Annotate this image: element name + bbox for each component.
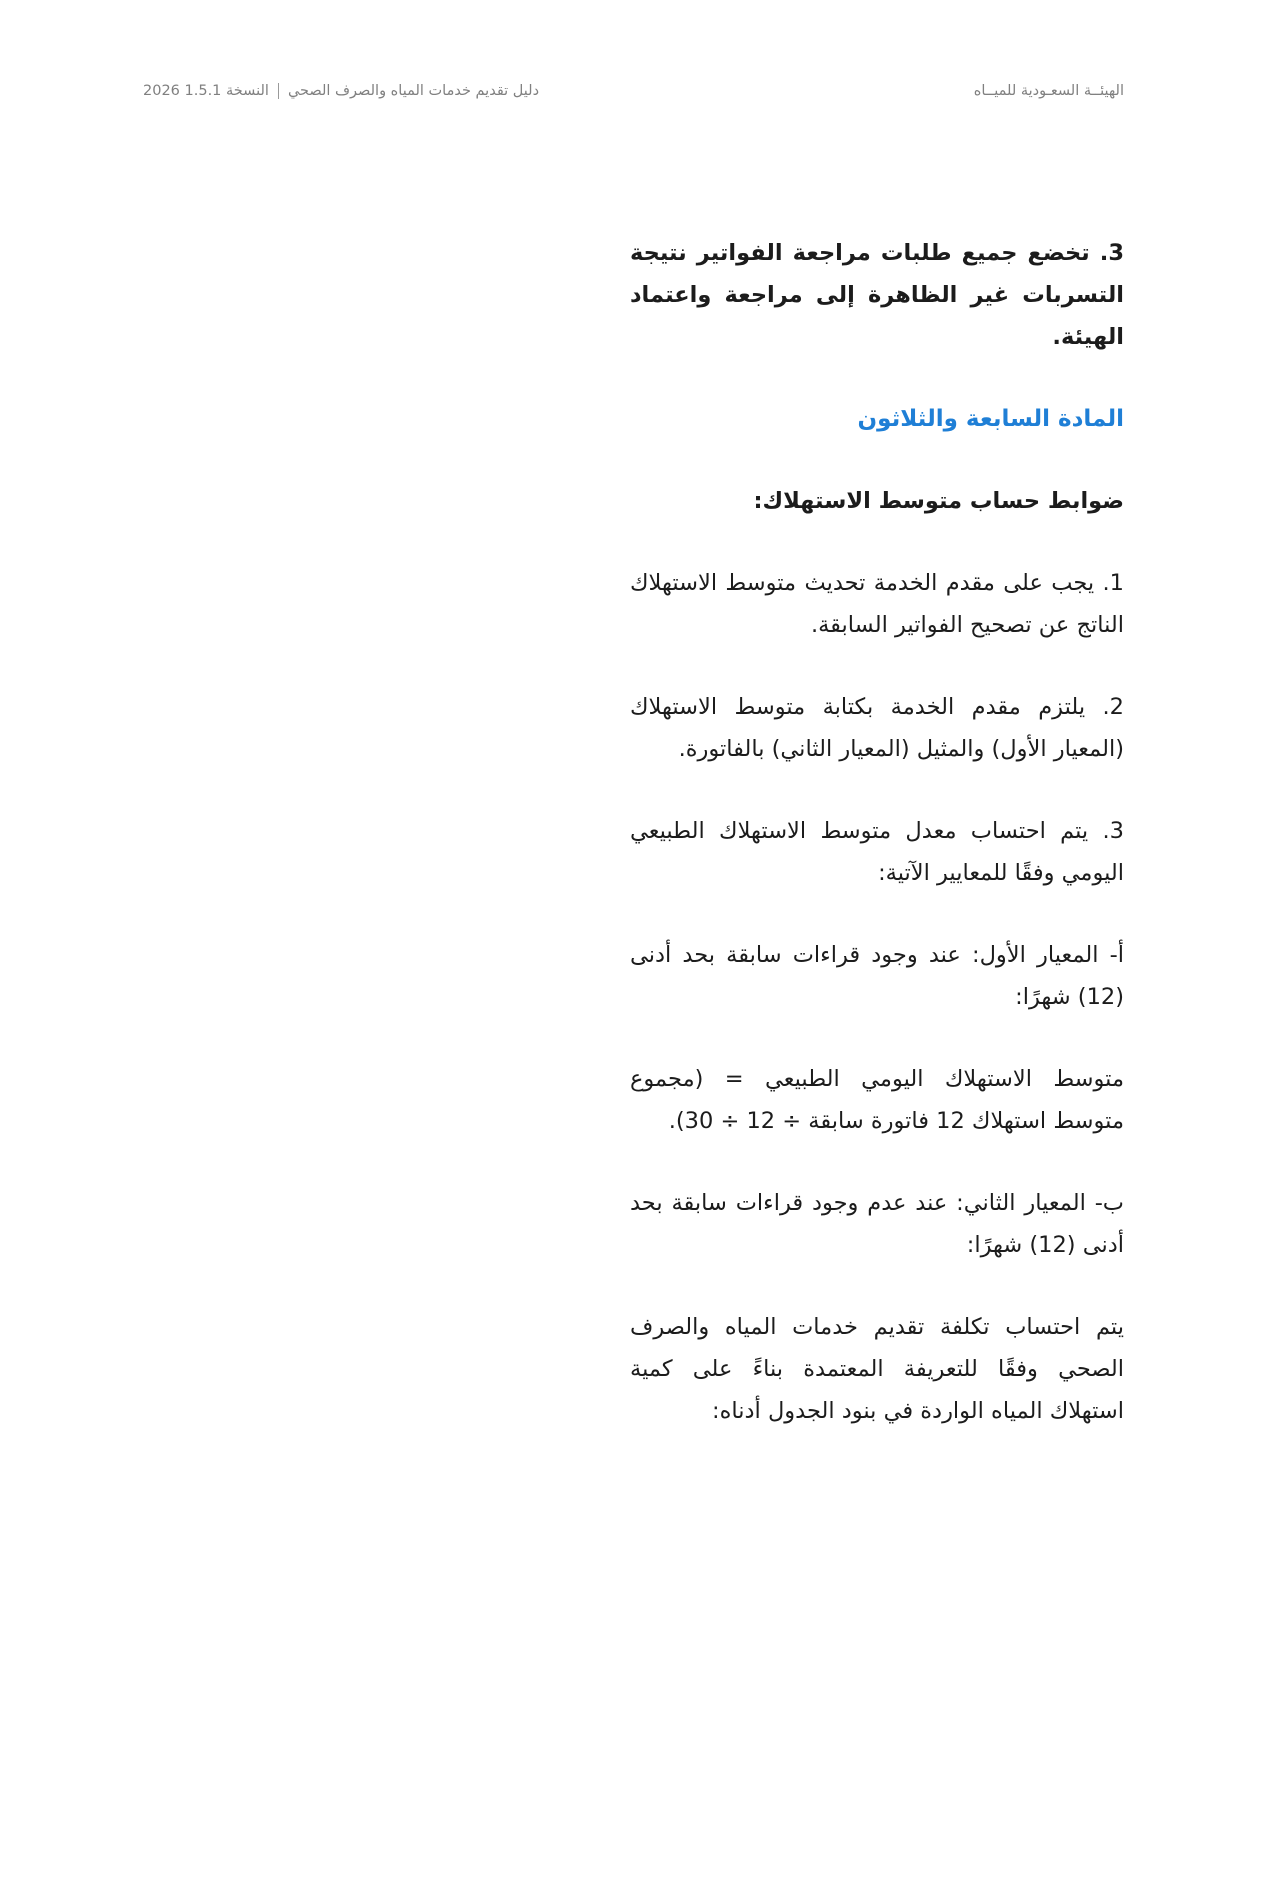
document-body bbox=[630, 232, 1124, 1472]
closing-paragraph: يتم احتساب تكلفة تقديم خدمات المياه والصرف الصحي وفقًا للتعريفة المعتمدة بناءً على كمية استهلاك المياه الواردة في بنود الجدول أدناه: bbox=[630, 1314, 1124, 1424]
header-org-name: الهيئــة السعـودية للميــاه bbox=[973, 83, 1124, 99]
list-item: 1. يجب على مقدم الخدمة تحديث متوسط الاستهلاك الناتج عن تصحيح الفواتير السابقة. bbox=[630, 570, 1124, 638]
page-header bbox=[143, 79, 1124, 103]
criterion-a: أ- المعيار الأول: عند وجود قراءات سابقة بحد أدنى (12) شهرًا: bbox=[630, 942, 1124, 1010]
list-item: 2. يلتزم مقدم الخدمة بكتابة متوسط الاستهلاك (المعيار الأول) والمثيل (المعيار الثاني) بالفاتورة. bbox=[630, 694, 1124, 762]
header-doc-info bbox=[143, 83, 539, 99]
article-heading: المادة السابعة والثلاثون bbox=[857, 406, 1124, 432]
header-version: النسخة 1.5.1 2026 bbox=[143, 83, 269, 99]
consumption-formula: متوسط الاستهلاك اليومي الطبيعي = (مجموع متوسط استهلاك 12 فاتورة سابقة ÷ 12 ÷ 30). bbox=[630, 1066, 1124, 1134]
list-item: 3. يتم احتساب معدل متوسط الاستهلاك الطبيعي اليومي وفقًا للمعايير الآتية: bbox=[630, 818, 1124, 886]
header-divider bbox=[278, 83, 279, 99]
item-3-review-approval: 3. تخضع جميع طلبات مراجعة الفواتير نتيجة التسربات غير الظاهرة إلى مراجعة واعتماد الهيئة. bbox=[630, 240, 1124, 350]
header-doc-title: دليل تقديم خدمات المياه والصرف الصحي bbox=[287, 83, 540, 99]
criterion-b: ب- المعيار الثاني: عند عدم وجود قراءات سابقة بحد أدنى (12) شهرًا: bbox=[630, 1190, 1124, 1258]
section-heading: ضوابط حساب متوسط الاستهلاك: bbox=[753, 488, 1124, 514]
